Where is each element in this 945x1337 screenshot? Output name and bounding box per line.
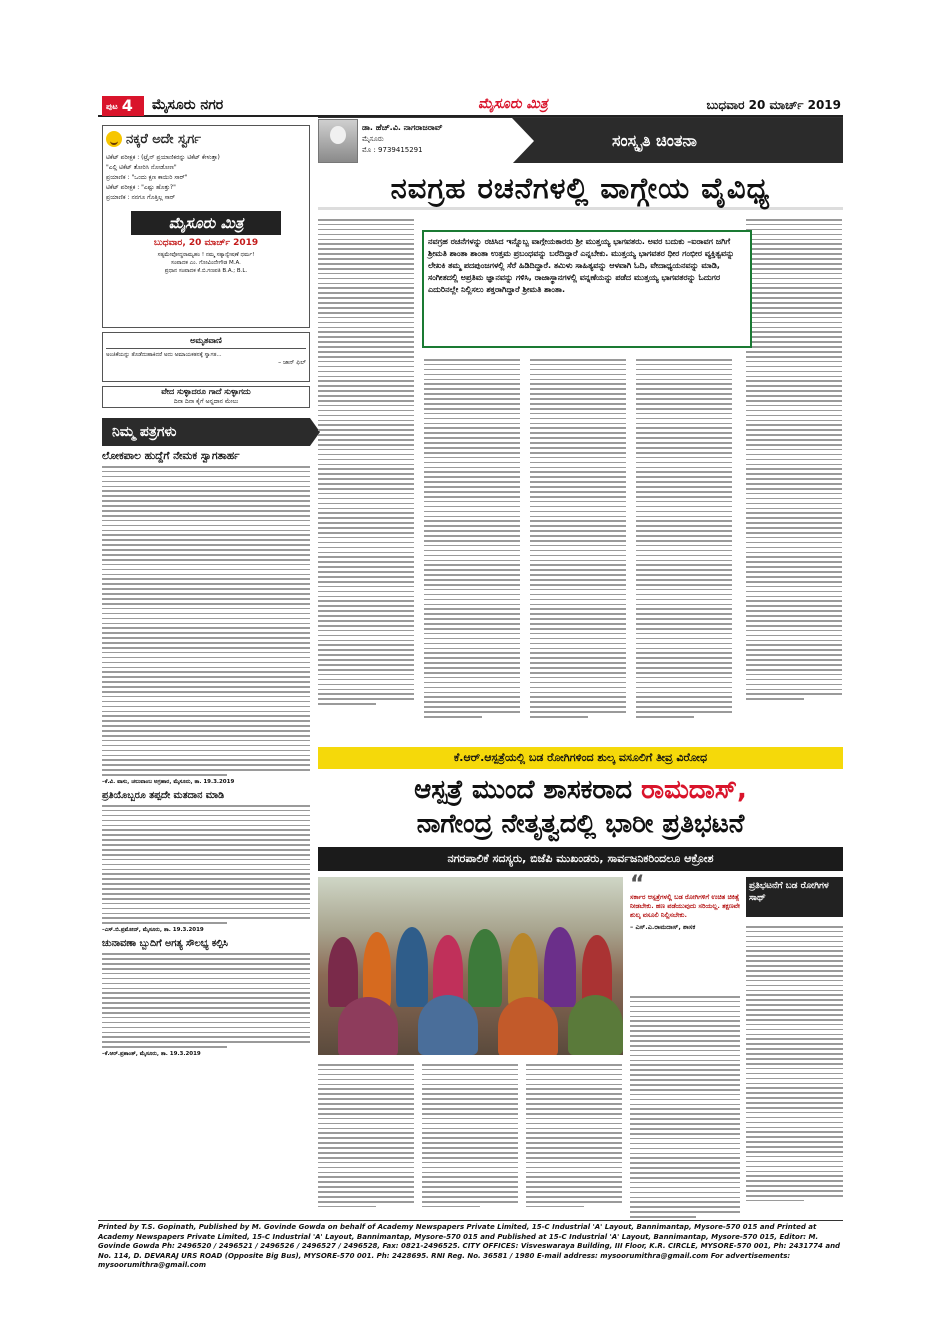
article-2-col-c (318, 1064, 414, 1211)
letter-3-body (102, 953, 310, 1048)
article-2-headline (318, 773, 843, 841)
letter-1-body (102, 466, 310, 776)
article-1-col-4 (636, 359, 732, 721)
joke-line: ಟಿಕೆಟ್ ಪರೀಕ್ಷಕ : "ಎಷ್ಟು ಹೊತ್ತು?" (106, 184, 176, 191)
page-header (98, 95, 843, 117)
article-2-headline-b: ನಾಗೇಂದ್ರ ನೇತೃತ್ವದಲ್ಲಿ ಭಾರೀ ಪ್ರತಿಭಟನೆ (416, 809, 745, 839)
quote-byline: – ಎಸ್.ಎ.ರಾಮದಾಸ್, ಶಾಸಕ (630, 923, 696, 931)
article-1-col-1 (318, 219, 414, 708)
article-2-col-a (630, 996, 740, 1221)
protest-photo (318, 877, 623, 1055)
newspaper-page (98, 95, 843, 1269)
article-1-body (318, 216, 843, 726)
section-title: ಮೈಸೂರು ನಗರ (152, 97, 224, 113)
thought-author: – ಜಾನ್ ಫಿಲ್ (278, 359, 306, 366)
main-column (318, 117, 843, 931)
issue-date: ಬುಧವಾರ 20 ಮಾರ್ಚ್ 2019 (706, 98, 841, 112)
article-2-side-head: ಪ್ರತಿಭಟನೆಗೆ ಬಡ ರೋಗಿಗಳ ಸಾಥ್ (746, 877, 843, 917)
letters-banner: ನಿಮ್ಮ ಪತ್ರಗಳು (102, 418, 310, 446)
mini-masthead-editor: ಸಂಪಾದಕ ಎಂ. ಗೋವಿಂದೇಗೌಡ M.A. (171, 260, 241, 266)
mini-masthead-motto: ಸತ್ಯಮೇವೋದ್ಧರಾಮ್ಯಹಂ ! ನಮ್ಮ ಸತ್ಯಾನ್ವೇಷಣೆ ಧರ್ಮ! (157, 252, 255, 258)
article-2-deck: ನಗರಪಾಲಿಕೆ ಸದಸ್ಯರು, ಬಿಜೆಪಿ ಮುಖಂಡರು, ಸಾರ್ವಜನಿಕರಿಂದಲೂ ಆಕ್ರೋಶ (318, 847, 843, 871)
joke-title (106, 129, 306, 149)
article-2-kicker: ಕೆ.ಆರ್.ಆಸ್ಪತ್ರೆಯಲ್ಲಿ ಬಡ ರೋಗಿಗಳಿಂದ ಶುಲ್ಕ ವಸೂಲಿಗೆ ತೀವ್ರ ವಿರೋಧ (318, 747, 843, 769)
letter-2-body (102, 805, 310, 924)
author-name: ಡಾ. ಹೆಚ್.ವಿ. ನಾಗರಾಜರಾವ್ (362, 123, 443, 132)
column-author-bar (318, 117, 843, 163)
article-2-col-b (746, 926, 843, 1205)
letter-3-signature: –ಕೆ.ಆರ್.ಪ್ರಶಾಂತ್, ಮೈಸೂರು, ತಾ. 19.3.2019 (102, 1051, 201, 1058)
left-column (102, 125, 310, 1058)
quote-mark-icon: “ (630, 872, 645, 897)
article-2-col-d (422, 1064, 518, 1211)
proverb-sub: ದಿನಾ ದಿನಾ ಕೈಗೆ ಅನ್ನದಾನ ಮೇಲು (173, 398, 239, 405)
author-photo (318, 119, 358, 163)
author-phone: ಮೊ : 9739415291 (362, 146, 423, 154)
masthead-logo: ಮೈಸೂರು ಮಿತ್ರ (478, 96, 548, 112)
author-city: ಮೈಸೂರು (362, 135, 384, 143)
imprint-footer: Printed by T.S. Gopinath, Published by M. Govinde Gowda on behalf of Academy Newspapers Private Limited, 15-C Industrial 'A' Layout, Bannimantap, Mysore-570 015 and Printed at Academy Newspapers Private Limited, 15-C Industrial 'A' Layout, Bannimantap, Mysore-570 015 and Published at 15-C Industrial 'A' Layout, Bannimantap, Mysore-570 015, Editor: M. Govinde Gowda Ph: 2496520 / 2496521 / 2496526 / 2496527 / 2496528, Fax: 0821-2496525. CITY OFFICES: Visveswaraya Building, III Floor, K.R. CIRCLE, MYSORE-570 001, Ph: 2431774 and No. 114, D. DEVARAJ URS ROAD (Opposite Big Bus), MYSORE-570 001. Ph: 2428695. RNI Reg. No. 36581 / 1980 E-mail address: mysoorumithra@gmail.com For advertisements: mysoorumithra@gmail.com (98, 1220, 843, 1271)
article-2-quote (630, 872, 740, 987)
letter-2-title: ಪ್ರತಿಯೊಬ್ಬರೂ ತಪ್ಪದೇ ಮತದಾನ ಮಾಡಿ (102, 790, 225, 801)
page-label: ಪುಟ (106, 101, 118, 111)
page-number: 4 (121, 96, 133, 115)
letter-2-signature: –ಎಸ್.ಬಿ.ಪ್ರಮೋದ್, ಮೈಸೂರು, ತಾ. 19.3.2019 (102, 927, 204, 934)
article-1-col-3 (530, 359, 626, 721)
mini-masthead: ಮೈಸೂರು ಮಿತ್ರ (131, 211, 281, 235)
letter-1-title: ಲೋಕಪಾಲ ಹುದ್ದೆಗೆ ನೇಮಕ ಸ್ವಾಗತಾರ್ಹ (102, 450, 240, 462)
article-1-col-5 (746, 219, 842, 703)
letter-1-signature: –ಕೆ.ವಿ. ವಾಸು, ಚಲುವಾಂಬ ಅಗ್ರಹಾರ, ಮೈಸೂರು, ತಾ. 19.3.2019 (102, 779, 235, 785)
joke-line: ಪ್ರಯಾಣಿಕ : ನನಗೂ ಗೊತ್ತಿಲ್ಲ ಸಾರ್ (106, 194, 176, 201)
quote-text: ಸರ್ಕಾರ ಆಸ್ಪತ್ರೆಗಳಲ್ಲಿ ಬಡ ರೋಗಿಗಳಿಗೆ ಉಚಿತ ಚಿಕಿತ್ಸೆ ನೀಡಬೇಕು. ಹಣ ಪಡೆಯುವುದು ಸರಿಯಲ್ಲ. ತಕ್ಷಣವೇ ಶುಲ್ಕ ವಸೂಲಿ ನಿಲ್ಲಿಸಬೇಕು. (630, 893, 740, 919)
article-2-col-e (526, 1064, 622, 1211)
letter-3-title: ಚುನಾವಣಾ ಬ್ಬುದಿಗೆ ಅಗತ್ಯ ಸೌಲಭ್ಯ ಕಲ್ಪಿಸಿ (102, 938, 228, 950)
thought-title: ಅಮೃತವಾಣಿ (106, 336, 306, 349)
article-2-headline-a: ಆಸ್ಪತ್ರೆ ಮುಂದೆ ಶಾಸಕರಾದ (414, 775, 642, 805)
article-1-headline: ನವಗ್ರಹ ರಚನೆಗಳಲ್ಲಿ ವಾಗ್ಗೇಯ ವೈವಿಧ್ಯ (318, 169, 843, 210)
laughing-face-icon (106, 131, 122, 147)
joke-line: "ಎಲ್ಲಿ ಟಿಕೆಟ್ ತೋರಿಸಿ ನೋಡೋಣ" (106, 164, 177, 171)
thought-box (102, 332, 310, 382)
thought-text: ಅಂಜಿಕೆಯನ್ನು ತೊಡೆದುಹಾಕಿದರೆ ಅದು ಅಮಾಯಕತನಕ್ಕೆ ಸ್ವಾಗತ... (106, 352, 222, 358)
joke-line: ಟಿಕೆಟ್ ಪರೀಕ್ಷಕ : (ಟ್ರೈನ್ ಪ್ರಯಾಣಿಕರನ್ನು ಟಿಕೆಟ್ ಕೇಳುತ್ತಾ) (106, 154, 220, 161)
joke-line: ಪ್ರಯಾಣಿಕ : "ಒಂದು ಕ್ಷಣ ಕಾಯಿರಿ ಸಾರ್" (106, 174, 188, 181)
author-info (362, 118, 512, 163)
proverb-box (102, 386, 310, 408)
column-section-title: ಸಂಸ್ಕೃತಿ ಚಿಂತನಾ (512, 118, 843, 163)
page-number-badge (102, 96, 144, 116)
article-2-headline-red: ರಾಮದಾಸ್, (641, 775, 747, 805)
joke-title-text: ನಕ್ಕರೆ ಅದೇ ಸ್ವರ್ಗ (126, 131, 201, 147)
article-1-pullquote: ನವಗ್ರಹ ರಚನೆಗಳನ್ನು ರಚಿಸಿದ ಇನ್ನೊಬ್ಬ ವಾಗ್ಗೇಯಕಾರರು ಶ್ರೀ ಮುತ್ತಯ್ಯ ಭಾಗವತರು. ಅವರ ಬದುಕು –ಐರಾವಗ ಜಗಿಗೆ ಶ್ರೀಮತಿ ಶಾಂತಾ ಶಾಂತಾ ಉತ್ತಮ ಪ್ರಬಂಧವನ್ನು ಬರೆದಿದ್ದಾರೆ ಎನ್ನಬೇಕು. ಮುತ್ತಯ್ಯ ಭಾಗವತರ ಧೀರ ಗಂಭೀರ ವ್ಯಕ್ತಿತ್ವವನ್ನು ಲೇಖಕಿ ತಮ್ಮ ಪದಪುಂಜಗಳಲ್ಲಿ ಸೆರೆ ಹಿಡಿದಿದ್ದಾರೆ. ತಮಿಳು ಸಾಹಿತ್ಯವನ್ನು ಆಳವಾಗಿ ಓದಿ, ವೇದಾಧ್ಯಯನವನ್ನು ಮಾಡಿ, ಸಂಗೀತದಲ್ಲಿ ಅಪ್ರತಿಮ ಜ್ಞಾನವನ್ನು ಗಳಿಸಿ, ರಾಜಾಸ್ಥಾನಗಳಲ್ಲಿ ವನ್ನಣೆಯನ್ನು ಪಡೆದ ಮುತ್ತಯ್ಯ ಭಾಗವತರನ್ನು ಓದುಗರ ಎದುರಿನಲ್ಲೇ ನಿಲ್ಲಿಸಲು ಶಕ್ತರಾಗಿದ್ದಾರೆ ಶ್ರೀಮತಿ ಶಾಂತಾ. (422, 230, 752, 348)
article-1-col-2 (424, 359, 520, 721)
mini-masthead-chief-editor: ಪ್ರಧಾನ ಸಂಪಾದಕ ಕೆ.ಬಿ.ಗಣಪತಿ B.A.; B.L. (164, 268, 248, 274)
joke-lines (106, 153, 306, 203)
mini-masthead-date: ಬುಧವಾರ, 20 ಮಾರ್ಚ್ 2019 (153, 238, 259, 248)
proverb-title: ವೇದ ಸುಳ್ಳಾದರೂ ಗಾದೆ ಸುಳ್ಳಾಗದು (161, 387, 251, 396)
joke-box (102, 125, 310, 328)
